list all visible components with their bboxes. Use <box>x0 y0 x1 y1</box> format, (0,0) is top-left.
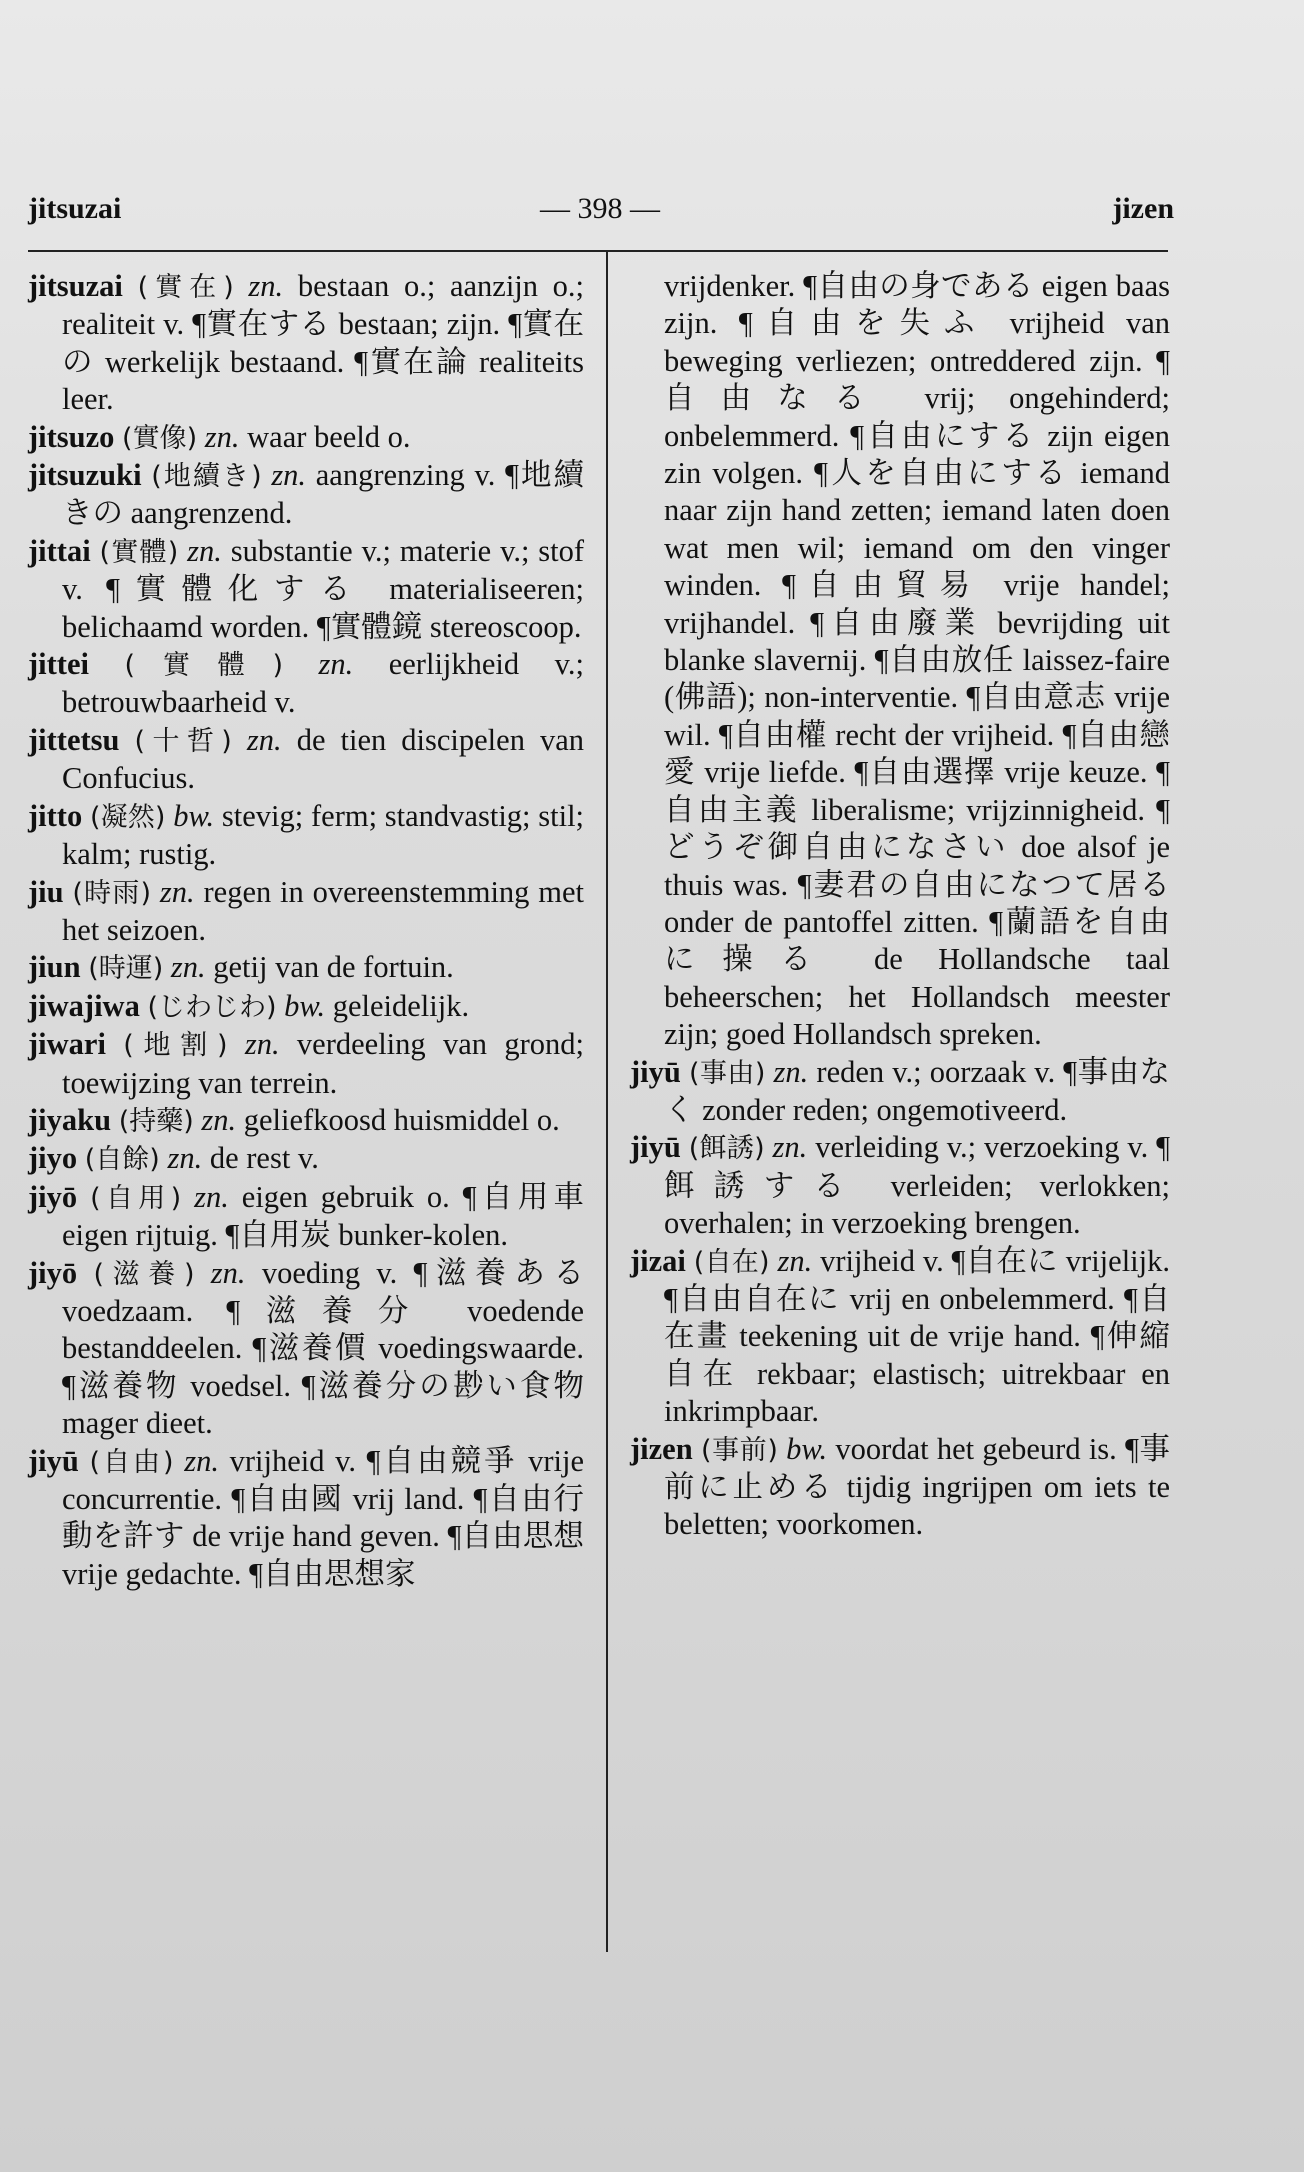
entry-jitsuzai <box>28 268 584 419</box>
kanji: (實在) <box>137 272 234 303</box>
part-of-speech: zn. <box>184 1443 219 1478</box>
entry-jiwari <box>28 1026 584 1102</box>
part-of-speech: zn. <box>318 647 354 682</box>
part-of-speech: zn. <box>772 1130 808 1165</box>
definition: vrijheid v. ¶自由競爭 vrije concurrentie. ¶自由國 vrij land. ¶自由行動を許す de vrije hand geven. ¶自由思想 vrije gedachte. ¶自由思想家 <box>62 1443 585 1591</box>
part-of-speech: zn. <box>271 458 307 493</box>
entry-jiun <box>28 949 584 987</box>
headword: jiyō <box>28 1255 78 1290</box>
definition: bestaan o.; aanzijn o.; realiteit v. ¶實在する bestaan; zijn. ¶實在の werkelijk bestaand. ¶實在論 realiteits leer. <box>62 269 585 417</box>
part-of-speech: bw. <box>786 1431 828 1466</box>
headword: jitsuzai <box>28 269 123 303</box>
definition: regen in overeenstemming met het seizoen. <box>62 874 584 947</box>
headword: jiyō <box>28 1179 78 1214</box>
kanji: (地續き) <box>151 461 262 493</box>
headword: jitsuzo <box>28 419 115 454</box>
headword: jiyū <box>630 1130 681 1165</box>
part-of-speech: zn. <box>201 1102 237 1137</box>
entry-jiyu-2 <box>630 1054 1170 1130</box>
part-of-speech: zn. <box>777 1243 813 1278</box>
part-of-speech: zn. <box>159 874 195 909</box>
definition: verdeeling van grond; toewijzing van terrein. <box>62 1027 584 1100</box>
entry-jiyu-3 <box>630 1129 1170 1242</box>
headword: jiyo <box>28 1141 78 1176</box>
part-of-speech: zn. <box>167 1141 203 1176</box>
kanji: (時雨) <box>72 877 152 909</box>
kanji: (自在) <box>693 1246 770 1278</box>
headword: jiyū <box>28 1443 79 1478</box>
entry-jiyo-jiyou <box>28 1179 584 1255</box>
definition: stevig; ferm; standvastig; stil; kalm; rustig. <box>62 798 585 872</box>
part-of-speech: bw. <box>284 988 326 1023</box>
kanji: (實體) <box>124 650 284 682</box>
definition: vrijdenker. ¶自由の身である eigen baas zijn. ¶自由を失ふ vrijheid van beweging verliezen; ontreddered zijn. ¶自由なる vrij; ongehinderd; onbelemmerd. ¶自由にする zijn eigen zin volgen. ¶人を自由にする iemand naar zijn hand zetten; iemand laten doen wat men wil; iemand om den vinger winden. ¶自由貿易 vrije handel; vrijhandel. ¶自由廢業 bevrijding uit blanke slavernij. ¶自由放任 laissez-faire (佛語); non-interventie. ¶自由意志 vrije wil. ¶自由權 recht der vrijheid. ¶自由戀愛 vrije liefde. ¶自由選擇 vrije keuze. ¶自由主義 liberalisme; vrijzinnigheid. ¶どうぞ御自由になさい doe alsof je thuis was. ¶妻君の自由になつて居る onder de pantoffel zitten. ¶蘭語を自由に操る de Hollandsche taal beheerschen; het Hollandsch meester zijn; goed Hollandsch spreken. <box>664 269 1170 1052</box>
part-of-speech: bw. <box>173 798 215 833</box>
definition: eigen gebruik o. ¶自用車 eigen rijtuig. ¶自用炭 bunker-kolen. <box>62 1179 585 1253</box>
entry-jiyo <box>28 1140 584 1178</box>
entry-jitto <box>28 798 584 874</box>
headword: jittai <box>28 533 91 568</box>
headword: jitto <box>28 798 83 833</box>
headword: jiwari <box>28 1027 106 1062</box>
kanji: (持藥) <box>118 1105 194 1137</box>
definition: verleiding v.; verzoeking v. ¶餌誘する verleiden; verlokken; overhalen; in verzoeking brengen. <box>664 1130 1171 1241</box>
entry-jizen <box>630 1431 1170 1544</box>
entry-jitsuzuki <box>28 457 584 533</box>
definition: waar beeld o. <box>247 419 411 454</box>
kanji: (地割) <box>123 1030 228 1062</box>
part-of-speech: zn. <box>204 419 240 454</box>
part-of-speech: zn. <box>246 722 282 757</box>
definition: voeding v. ¶滋養ある voedzaam. ¶滋養分 voedende bestanddeelen. ¶滋養價 voedingswaarde. ¶滋養物 voedsel. ¶滋養分の尠い食物 mager dieet. <box>62 1255 585 1441</box>
definition: eerlijkheid v.; betrouwbaarheid v. <box>62 647 584 720</box>
running-head <box>28 192 1174 232</box>
entry-jiu <box>28 874 584 950</box>
entry-jizai <box>630 1243 1170 1431</box>
guide-word-right: jizen <box>1112 192 1174 225</box>
headword: jiyū <box>630 1054 681 1089</box>
definition: reden v.; oorzaak v. ¶事由なく zonder reden; ongemotiveerd. <box>664 1054 1171 1127</box>
headword: jiyaku <box>28 1102 112 1137</box>
headword: jiun <box>28 950 81 985</box>
kanji: (凝然) <box>89 801 166 833</box>
entry-jittetsu <box>28 722 584 798</box>
header-rule <box>28 250 1168 252</box>
definition: vrijheid v. ¶自在に vrijelijk. ¶自由自在に vrij en onbelemmerd. ¶自在畫 teekening uit de vrije hand. ¶伸縮自在 rekbaar; elastisch; uitrekbaar en inkrimpbaar. <box>664 1243 1170 1429</box>
entry-jiyu <box>28 1443 584 1594</box>
definition: de tien discipelen van Confucius. <box>62 722 585 796</box>
kanji: (實體) <box>99 536 179 568</box>
part-of-speech: zn. <box>210 1255 246 1290</box>
kanji: (滋養) <box>93 1258 195 1290</box>
definition: geleidelijk. <box>332 988 470 1023</box>
headword: jittei <box>28 647 89 682</box>
kanji: (自由) <box>89 1446 174 1478</box>
entry-jiyu-continued <box>630 268 1170 1054</box>
part-of-speech: zn. <box>244 1027 280 1062</box>
column-divider <box>606 252 608 1952</box>
part-of-speech: zn. <box>187 533 222 568</box>
headword: jittetsu <box>28 722 120 757</box>
kanji: (餌誘) <box>688 1133 765 1165</box>
kanji: (實像) <box>122 422 198 454</box>
headword: jizai <box>630 1243 686 1278</box>
kanji: (事前) <box>700 1434 778 1466</box>
entry-jiyo-jiyou-2 <box>28 1255 584 1443</box>
definition: geliefkoosd huismiddel o. <box>243 1102 560 1137</box>
definition: aangrenzing v. ¶地續きの aangrenzend. <box>62 458 585 531</box>
headword: jizen <box>630 1431 693 1466</box>
page-number: — 398 — <box>540 192 660 225</box>
part-of-speech: zn. <box>170 950 206 985</box>
headword: jitsuzuki <box>28 458 142 493</box>
definition: substantie v.; materie v.; stof v. ¶實體化する materialiseeren; belichaamd worden. ¶實體鏡 stereoscoop. <box>62 533 585 644</box>
right-column <box>630 268 1170 1544</box>
headword: jiu <box>28 874 64 909</box>
kanji: (時運) <box>88 953 164 985</box>
part-of-speech: zn. <box>248 269 284 303</box>
kanji: (じわじわ) <box>147 991 277 1023</box>
entry-jitsuzo <box>28 419 584 457</box>
entry-jiyaku <box>28 1102 584 1140</box>
entry-jittei <box>28 646 584 722</box>
kanji: (自用) <box>90 1182 182 1214</box>
kanji: (事由) <box>688 1057 766 1089</box>
definition: de rest v. <box>209 1141 319 1176</box>
guide-word-left: jitsuzai <box>28 192 122 225</box>
part-of-speech: zn. <box>194 1179 229 1214</box>
definition: voordat het gebeurd is. ¶事前に止める tijdig ingrijpen om iets te beletten; voorkomen. <box>664 1431 1171 1542</box>
headword: jiwajiwa <box>28 988 140 1023</box>
entry-jittai <box>28 533 584 646</box>
entry-jiwajiwa <box>28 988 584 1026</box>
left-column <box>28 268 584 1593</box>
definition: getij van de fortuin. <box>213 950 454 985</box>
kanji: (自餘) <box>84 1144 160 1176</box>
kanji: (十哲) <box>134 725 232 757</box>
part-of-speech: zn. <box>773 1054 809 1089</box>
